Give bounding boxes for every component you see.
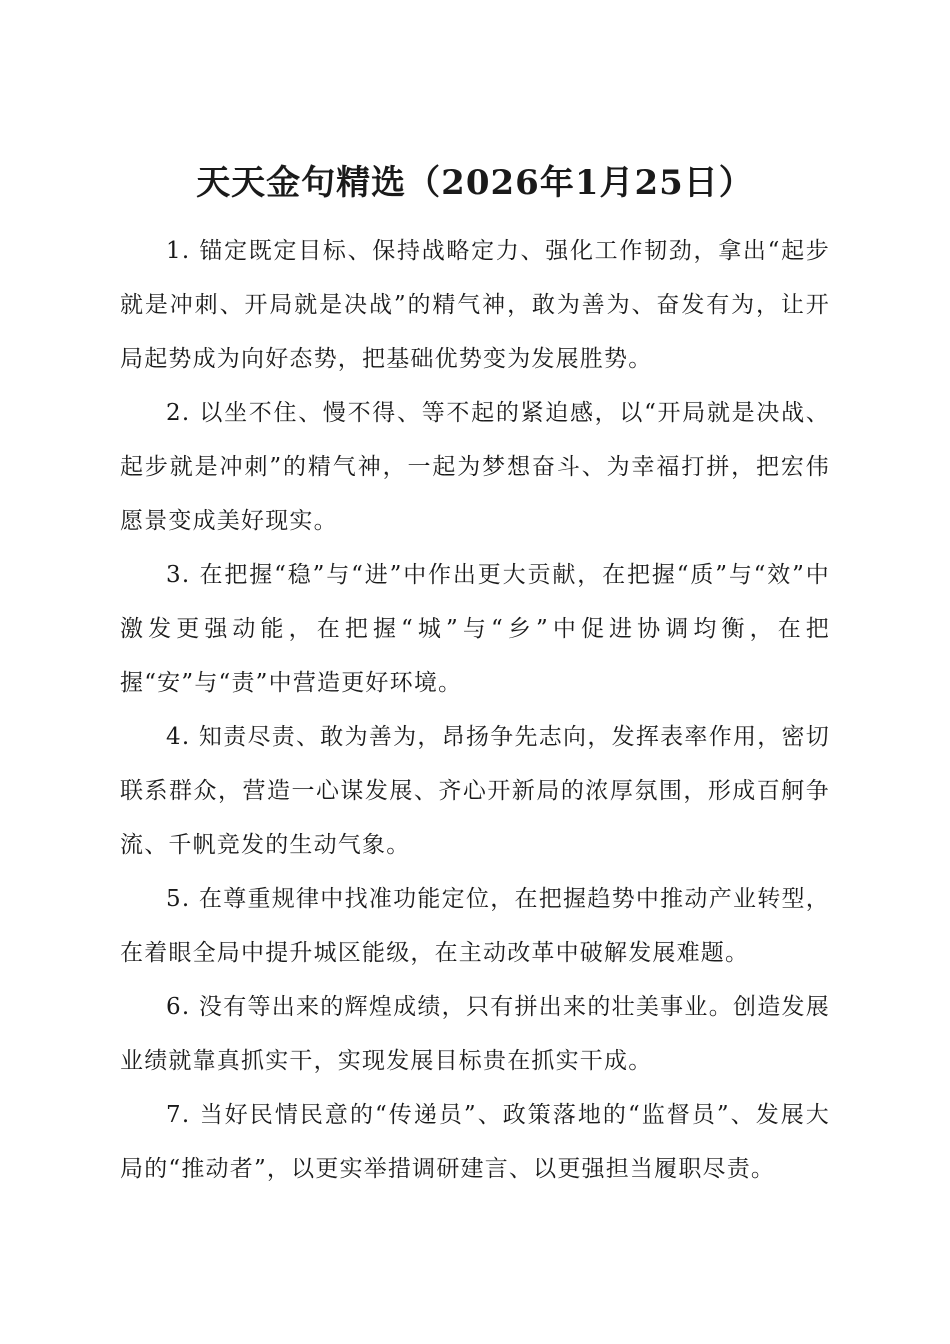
quote-item-6: 6. 没有等出来的辉煌成绩，只有拼出来的壮美事业。创造发展业绩就靠真抓实干，实现发展目标贵在抓实干成。 [120,994,830,1074]
quote-item-3: 3. 在把握“稳”与“进”中作出更大贡献，在把握“质”与“效”中激发更强动能，在把握“城”与“乡”中促进协调均衡，在把握“安”与“责”中营造更好环境。 [120,562,830,696]
quote-item-5: 5. 在尊重规律中找准功能定位，在把握趋势中推动产业转型，在着眼全局中提升城区能级，在主动改革中破解发展难题。 [120,886,830,966]
quote-item-4: 4. 知责尽责、敢为善为，昂扬争先志向，发挥表率作用，密切联系群众，营造一心谋发展、齐心开新局的浓厚氛围，形成百舸争流、千帆竞发的生动气象。 [120,724,830,858]
page-title: 天天金句精选（2026年1月25日） [196,162,754,203]
quote-item-1: 1. 锚定既定目标、保持战略定力、强化工作韧劲，拿出“起步就是冲刺、开局就是决战”的精气神，敢为善为、奋发有为，让开局起势成为向好态势，把基础优势变为发展胜势。 [120,238,830,372]
quote-item-7: 7. 当好民情民意的“传递员”、政策落地的“监督员”、发展大局的“推动者”，以更实举措调研建言、以更强担当履职尽责。 [120,1102,830,1182]
quote-list [120,224,830,1196]
quote-item-2: 2. 以坐不住、慢不得、等不起的紧迫感，以“开局就是决战、起步就是冲刺”的精气神，一起为梦想奋斗、为幸福打拼，把宏伟愿景变成美好现实。 [120,400,830,534]
